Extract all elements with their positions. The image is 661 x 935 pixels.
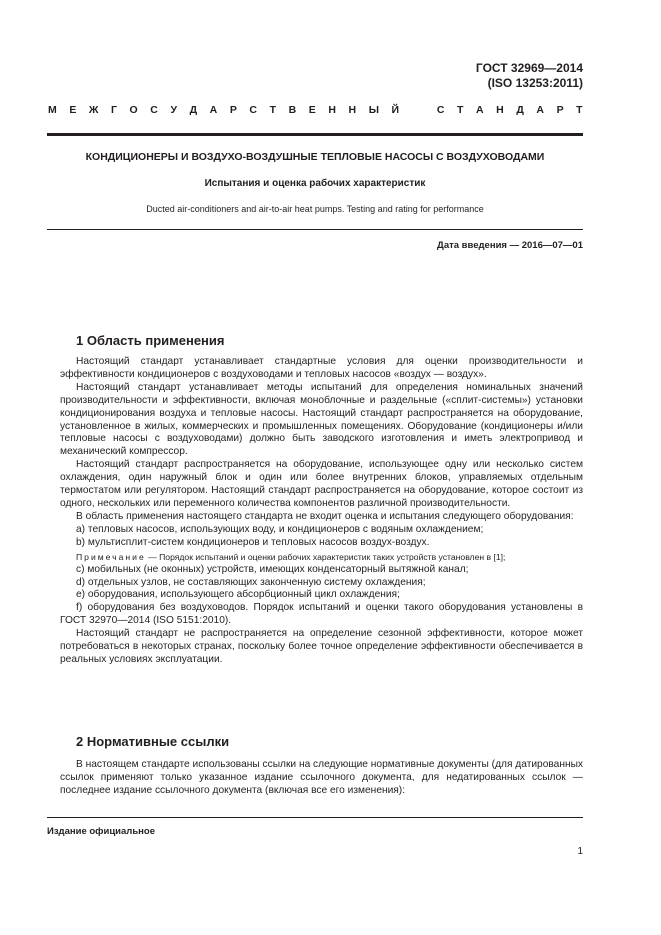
page-number: 1 xyxy=(577,846,583,857)
interstate-letter: С xyxy=(150,104,158,116)
paragraph: Настоящий стандарт устанавливает стандартные условия для оценки производительности и эффективности кондиционеров с воздуховодами и тепловых насосов «воздух — воздух». xyxy=(60,356,583,380)
document-subtitle: Испытания и оценка рабочих характеристик xyxy=(204,178,426,189)
footer-rule xyxy=(47,817,583,818)
document-title: КОНДИЦИОНЕРЫ И ВОЗДУХО-ВОЗДУШНЫЕ ТЕПЛОВЫЕ НАСОСЫ С ВОЗДУХОВОДАМИ xyxy=(85,151,545,163)
section-1-heading: 1 Область применения xyxy=(76,333,225,348)
interstate-letter: Н xyxy=(496,104,504,116)
interstate-letter: Й xyxy=(391,104,400,116)
standard-number: ГОСТ 32969—2014 xyxy=(475,61,583,75)
list-item: c) мобильных (не оконных) устройств, имеющих конденсаторный вытяжной канал; xyxy=(76,563,469,575)
interstate-letter: С xyxy=(436,104,445,116)
interstate-letter: А xyxy=(536,104,544,116)
interstate-letter: Ж xyxy=(88,104,99,116)
interstate-letter: Ы xyxy=(368,104,379,116)
list-item: a) тепловых насосов, использующих воду, и кондиционеров с водяным охлаждением; xyxy=(76,523,484,535)
iso-number: (ISO 13253:2011) xyxy=(487,76,583,90)
interstate-letter: Т xyxy=(269,104,276,116)
interstate-letter: М xyxy=(48,104,57,116)
interstate-letter: Р xyxy=(229,104,237,116)
interstate-letter: Н xyxy=(348,104,357,116)
interstate-letter: А xyxy=(209,104,218,116)
section-2-body xyxy=(60,759,583,798)
interstate-letter: Е xyxy=(308,104,316,116)
note-label: Примечание xyxy=(76,551,146,562)
interstate-letter: Т xyxy=(457,104,464,116)
english-title: Ducted air-conditioners and air-to-air heat pumps. Testing and rating for performance xyxy=(146,204,484,214)
section-1-body xyxy=(60,356,583,667)
interstate-letter: Д xyxy=(516,104,524,116)
interstate-letter: Е xyxy=(69,104,77,116)
section-2-heading: 2 Нормативные ссылки xyxy=(76,734,230,749)
interstate-standard-label xyxy=(48,104,583,116)
paragraph: В настоящем стандарте использованы ссылки на следующие нормативные документы (для датированных ссылок применяют только указанное издание ссылочного документа, для недатированных ссылок — последнее издание ссылочного документа (включая все его изменения): xyxy=(60,759,584,796)
interstate-letter: Т xyxy=(576,104,583,116)
interstate-letter: О xyxy=(129,104,138,116)
list-item: f) оборудования без воздуховодов. Порядок испытаний и оценки такого оборудования установлены в ГОСТ 32970—2014 (ISO 5151:2010). xyxy=(60,602,583,627)
paragraph: В область применения настоящего стандарта не входит оценка и испытания следующего оборудования: xyxy=(76,510,574,522)
interstate-letter: Р xyxy=(556,104,564,116)
paragraph: Настоящий стандарт устанавливает методы испытаний для определения номинальных значений производительности и эффективности, включая моноблочные и раздельные («сплит-системы») установки кондиционирования воздуха и тепловые насосы. Настоящий стандарт распространяется на оборудование, установленное в жилых, коммерческих и промышленных помещениях. Оборудование (кондиционеры и/или тепловые насосы с воздуховодами) должно быть заводского изготовления и иметь электропривод и механический компрессор. xyxy=(60,381,583,458)
official-edition-label: Издание официальное xyxy=(47,826,155,837)
list-item: e) оборудования, использующего абсорбционный цикл охлаждения; xyxy=(76,589,400,601)
interstate-letter: С xyxy=(249,104,257,116)
interstate-letter: А xyxy=(476,104,484,116)
introduction-date: Дата введения — 2016—07—01 xyxy=(437,240,583,251)
note-text: — Порядок испытаний и оценки рабочих характеристик таких устройств установлен в [1]; xyxy=(145,551,506,562)
interstate-letter: Д xyxy=(189,104,198,116)
title-rule xyxy=(47,229,583,230)
list-item: d) отдельных узлов, не составляющих законченную систему охлаждения; xyxy=(76,576,426,588)
interstate-letter: Н xyxy=(328,104,336,116)
header-rule xyxy=(47,133,583,136)
interstate-letter: Г xyxy=(111,104,117,116)
paragraph: Настоящий стандарт не распространяется на определение сезонной эффективности, которое может потребоваться в некоторых странах, поскольку более точное определение эффективности обеспечивается в реальных условиях эксплуатации. xyxy=(60,628,583,665)
list-item: b) мультисплит-систем кондиционеров и тепловых насосов воздух-воздух. xyxy=(76,536,430,548)
interstate-letter: В xyxy=(288,104,297,116)
interstate-letter: У xyxy=(170,104,177,116)
note xyxy=(60,550,583,564)
paragraph: Настоящий стандарт распространяется на оборудование, использующее одну или несколько систем охлаждения, один наружный блок и один или более внутренних блоков, управляемых отдельным термостатом или регулятором. Настоящий стандарт распространяется на оборудование, которое состоит из одного, нескольких или переменного количества компонентов различной производительности. xyxy=(60,459,583,509)
